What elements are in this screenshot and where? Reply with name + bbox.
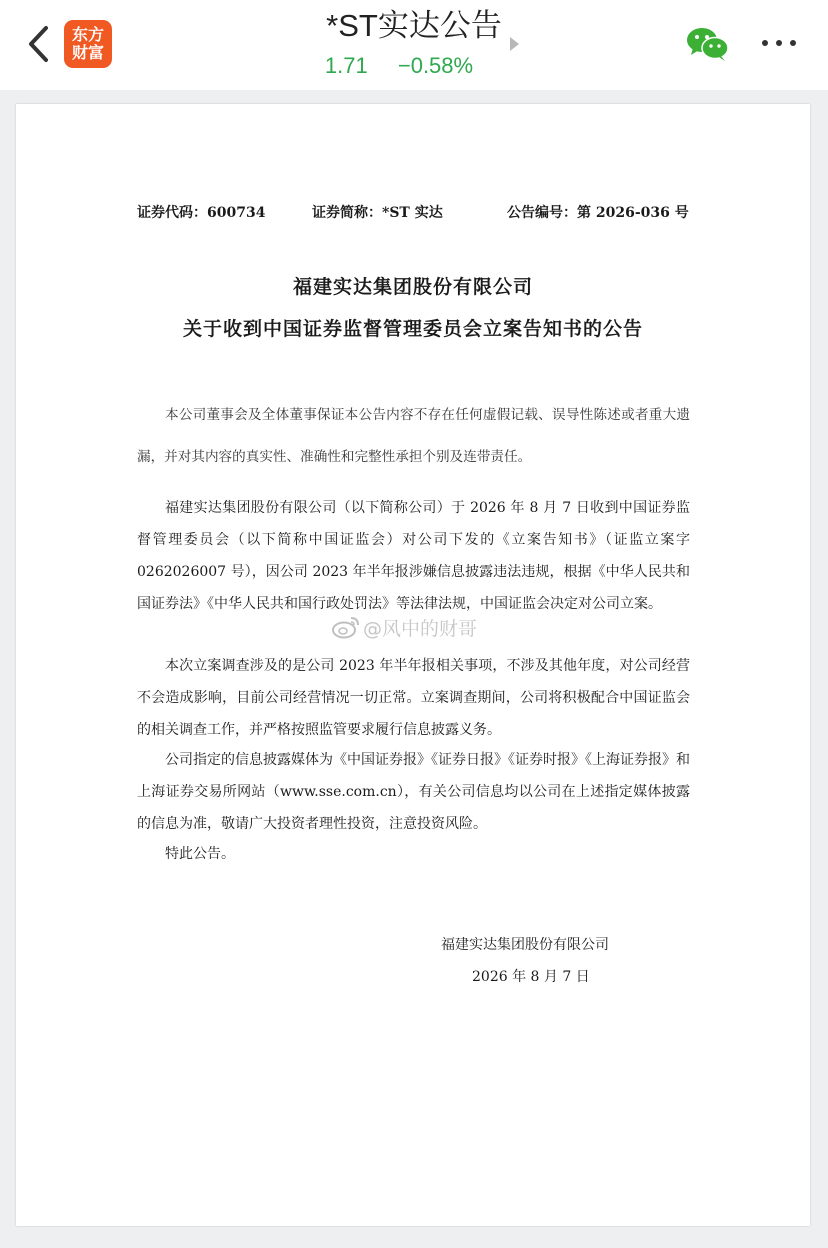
notice-number: 公告编号：第 2026-036 号 xyxy=(507,205,689,221)
app-logo-line2: 财富 xyxy=(71,43,104,62)
expand-arrow-icon[interactable] xyxy=(510,37,519,51)
stock-code: 证券代码：600734 xyxy=(137,205,266,221)
signature-company: 福建实达集团股份有限公司 xyxy=(441,937,609,953)
document-title-company: 福建实达集团股份有限公司 xyxy=(292,276,533,298)
more-button[interactable] xyxy=(762,30,796,56)
more-dot-icon xyxy=(776,40,782,46)
more-dot-icon xyxy=(790,40,796,46)
body-paragraph-1: 福建实达集团股份有限公司（以下简称公司）于 2026 年 8 月 7 日收到中国证券监督管理委员会（以下简称中国证监会）对公司下发的《立案告知书》（证监立案字 0262026007 号），因公司 2023 年半年报涉嫌信息披露违法违规，根据《中华人民共和国证券法》《中华人民共和国行政处罚法》等法律法规，中国证监会决定对公司立案。 xyxy=(137,500,690,612)
stock-price: 1.71 xyxy=(324,53,368,78)
body-paragraph-2: 本次立案调查涉及的是公司 2023 年半年报相关事项，不涉及其他年度，对公司经营不会造成影响，目前公司经营情况一切正常。立案调查期间，公司将积极配合中国证监会的相关调查工作，并严格按照监管要求履行信息披露义务。 xyxy=(137,658,690,738)
document-header xyxy=(137,202,692,224)
watermark-text: @风中的财哥 xyxy=(363,617,478,640)
body-paragraph-3: 公司指定的信息披露媒体为《中国证券报》《证券日报》《证券时报》《上海证券报》和上海证券交易所网站（www.sse.com.cn），有关公司信息均以公司在上述指定媒体披露的信息为准，敬请广大投资者理性投资，注意投资风险。 xyxy=(137,752,690,832)
app-logo-line1: 东方 xyxy=(71,25,104,44)
more-dot-icon xyxy=(762,40,768,46)
stock-change: −0.58% xyxy=(397,53,474,78)
document-title-subject: 关于收到中国证券监督管理委员会立案告知书的公告 xyxy=(182,318,643,340)
signature-date: 2026 年 8 月 7 日 xyxy=(472,969,590,985)
disclaimer-paragraph: 本公司董事会及全体董事保证本公告内容不存在任何虚假记载、误导性陈述或者重大遗漏，并对其内容的真实性、准确性和完整性承担个别及连带责任。 xyxy=(137,407,690,465)
announcement-document xyxy=(16,104,810,1226)
stock-quote xyxy=(0,52,798,80)
weibo-icon xyxy=(331,614,361,640)
closing-paragraph: 特此公告。 xyxy=(165,846,235,862)
top-bar xyxy=(0,0,828,90)
watermark xyxy=(331,612,477,642)
wechat-icon xyxy=(686,26,730,62)
wechat-share-button[interactable] xyxy=(686,26,730,62)
stock-short-name: 证券简称：*ST 实达 xyxy=(312,205,443,221)
page-title: *ST实达公告 xyxy=(326,8,502,43)
